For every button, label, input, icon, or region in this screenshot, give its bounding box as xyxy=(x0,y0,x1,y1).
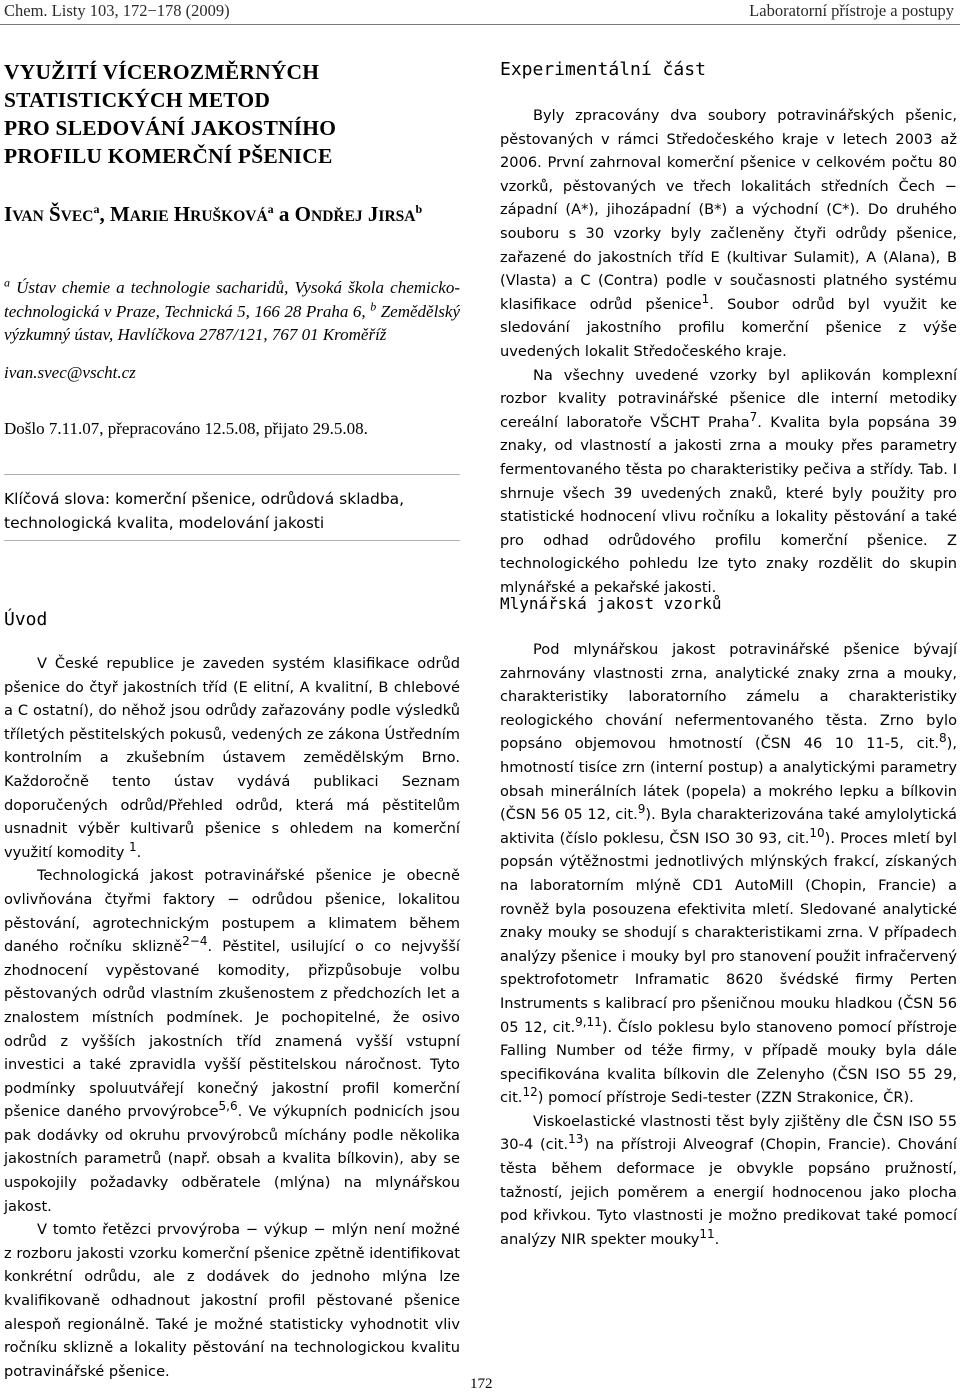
title-line: VYUŽITÍ VÍCEROZMĚRNÝCH xyxy=(4,60,320,84)
affiliation: $^a$ Ústav chemie a technologie sacharidů, Vysoká škola chemicko-technologická v Praze, Technická 5, 166 28 Praha 6, $^b$ Zemědělský výzkumný ústav, Havlíčkova 2787/121, 767 01 Kroměříž xyxy=(4,275,461,344)
section-title-milling: Mlynářská jakost vzorků xyxy=(500,594,722,613)
paragraph: V České republice je zaveden systém klasifikace odrůd pšenice do čtyř jakostních tříd (E elitní, A kvalitní, B chlebové a C ostatní), do něhož jsou odrůdy zařazovány podle výsledků tříletých pěstitelských pokusů, vedených ze zákona Ústředním kontrolním a zkušebním ústavem zemědělským Brno. Každoročně tento ústav vydává publikaci Seznam doporučených odrůd/Přehled odrůd, která má pěstitelům usnadnit výběr kultivarů pšenice s ohledem na komerční využití komodity $^1$. xyxy=(4,655,460,861)
author-list: IVAN ŠVEC$^a$, MARIE HRUŠKOVÁ$^a$ a ONDŘEJ JIRSA$^b$ xyxy=(4,202,423,226)
running-header xyxy=(0,0,960,25)
intro-body xyxy=(4,652,460,1383)
author-ondrej-jirsa: ONDŘEJ JIRSA$^b$ xyxy=(294,202,423,226)
author-ivan-svec: IVAN ŠVEC$^a$ xyxy=(4,202,100,226)
author-email: ivan.svec@vscht.cz xyxy=(4,363,136,382)
title-line: PRO SLEDOVÁNÍ JAKOSTNÍHO xyxy=(4,116,337,140)
title-line: PROFILU KOMERČNÍ PŠENICE xyxy=(4,144,333,168)
section-title-experimental: Experimentální část xyxy=(500,59,706,80)
paragraph: Pod mlynářskou jakost potravinářské pšenice bývají zahrnovány vlastnosti zrna, analytické znaky zrna a mouky, charakteristiky laboratorního zámelu a charakteristiky reologického chování nefermentovaného těsta. Zrno bylo popsáno objemovou hmotností (ČSN 46 10 11-5, cit.$^8$), hmotností tisíce zrn (interní postup) a analytickými parametry obsah minerálních látek (popela) a mokrého lepku a bílkovin (ČSN 56 05 12, cit.$^9$). Byla charakterizována také amylolytická aktivita (číslo poklesu, ČSN ISO 30 93, cit.$^{10}$). Proces mletí byl popsán výtěžnostmi jednotlivých mlýnských frakcí, získaných na laboratorním mlýně CD1 AutoMill (Chopin, Francie) a rovněž byla posouzena efektivita mletí. Sledované analytické znaky mouky se shodují s charakteristikami zrna. V případech analýzy pšenice i mouky byl pro stanovení použit infračervený spektrofotometr Inframatic 8620 švédské firmy Perten Instruments s kalibrací pro pšeničnou mouku hladkou (ČSN 56 05 12, cit.$^{9,11}$). Číslo poklesu bylo stanoveno pomocí přístroje Falling Number od téže firmy, v případě mouky byla dále specifikována kvalita bílkovin dle Zelenyho (ČSN ISO 55 29, cit.$^{12}$) pomocí přístroje Sedi-tester (ZZN Strakonice, ČR). xyxy=(500,641,957,1107)
divider xyxy=(4,540,460,541)
author-conjunction: a xyxy=(278,202,290,226)
page-number: 172 xyxy=(470,1376,493,1392)
divider xyxy=(4,474,460,475)
author-marie-hruskova: MARIE HRUŠKOVÁ$^a$ xyxy=(109,202,274,226)
keywords: Klíčová slova: komerční pšenice, odrůdová skladba, technologická kvalita, modelování jakosti xyxy=(4,490,405,532)
experimental-body xyxy=(500,104,957,599)
paragraph: Byly zpracovány dva soubory potravinářských pšenic, pěstovaných v rámci Středočeského kraje v letech 2003 až 2006. První zahrnoval komerční pšenice v celkovém počtu 80 vzorků, pěstovaných ve třech lokalitách středních Čech − západní (A*), jihozápadní (B*) a východní (C*). Do druhého souboru s 30 vzorky byly začleněny čtyři odrůdy pšenice, zařazené do jakostních tříd E (kultivar Sulamit), A (Alana), B (Vlasta) a C (Contra) podle v současnosti platného systému klasifikace odrůd pšenice$^1$. Soubor odrůd byl využit ke sledování jakostního profilu komerční pšenice z výše uvedených lokalit Středočeského kraje. xyxy=(500,107,957,360)
article-title xyxy=(4,58,444,170)
milling-body xyxy=(500,638,957,1251)
paragraph: Viskoelastické vlastnosti těst byly zjištěny dle ČSN ISO 55 30-4 (cit.$^{13}$) na přístroji Alveograf (Chopin, Francie). Chování těsta během deformace je obvykle popsáno pružností, tažností, jejich poměrem a energií hodnocenou jako plocha pod křivkou. Tyto vlastnosti je možno predikovat také pomocí analýzy NIR spekter mouky$^{11}$. xyxy=(500,1112,957,1248)
section-title-intro: Úvod xyxy=(4,609,48,630)
journal-citation: Chem. Listy 103, 172−178 (2009) xyxy=(4,1,230,20)
section-name: Laboratorní přístroje a postupy xyxy=(749,1,954,20)
paragraph: V tomto řetězci prvovýroba − výkup − mlýn není možné z rozboru jakosti vzorku komerční pšenice zpětně identifikovat konkrétní odrůdu, ale z dodávek do jednoho mlýna lze kvalifikovaně odhadnout jakostní profil pěstované pšenice alespoň regionálně. Také je možné statisticky vyhodnotit vliv ročníku sklizně a lokality pěstování na technologickou kvalitu potravinářské pšenice. xyxy=(4,1221,460,1380)
title-line: STATISTICKÝCH METOD xyxy=(4,88,271,112)
paragraph: Na všechny uvedené vzorky byl aplikován komplexní rozbor kvality potravinářské pšenice dle interní metodiky cereální laboratoře VŠCHT Praha$^7$. Kvalita byla popsána 39 znaky, od vlastností a jakosti zrna a mouky přes parametry fermentovaného těsta po charakteristiky pečiva a střídy. Tab. I shrnuje všech 39 uvedených znaků, které byly použity pro statistické hodnocení vlivu ročníku a lokality pěstování a také pro odhad odrůdového profilu komerční pšenice. Z technologického pohledu lze tyto znaky rozdělit do skupin mlynářské a pekařské jakosti. xyxy=(500,366,957,596)
paragraph: Technologická jakost potravinářské pšenice je obecně ovlivňována čtyřmi faktory − odrůdou pšenice, lokalitou pěstování, agrotechnickým postupem a klimatem během daného ročníku sklizně$^{2-4}$. Pěstitel, usilující o co nejvyšší zhodnocení vypěstované komodity, přizpůsobuje volbu pěstovaných odrůd vlastním zkušenostem z předchozích let a znalostem místních podmínek. Je pochopitelné, že osivo odrůd z vyšších jakostních tříd znamená vyšší vstupní investici a také zpravidla vyšší pěstitelskou náročnost. Tyto podmínky spoluutvářejí konečný jakostní profil komerční pšenice daného prvovýrobce$^{5,6}$. Ve výkupních podnicích jsou pak dodávky od okruhu prvovýrobců míchány podle několika jakostních parametrů (např. obsah a kvalita bílkovin), aby se uspokojily požadavky odběratele (mlýna) na mlynářskou jakost. xyxy=(4,867,460,1215)
received-dates: Došlo 7.11.07, přepracováno 12.5.08, přijato 29.5.08. xyxy=(4,419,368,438)
